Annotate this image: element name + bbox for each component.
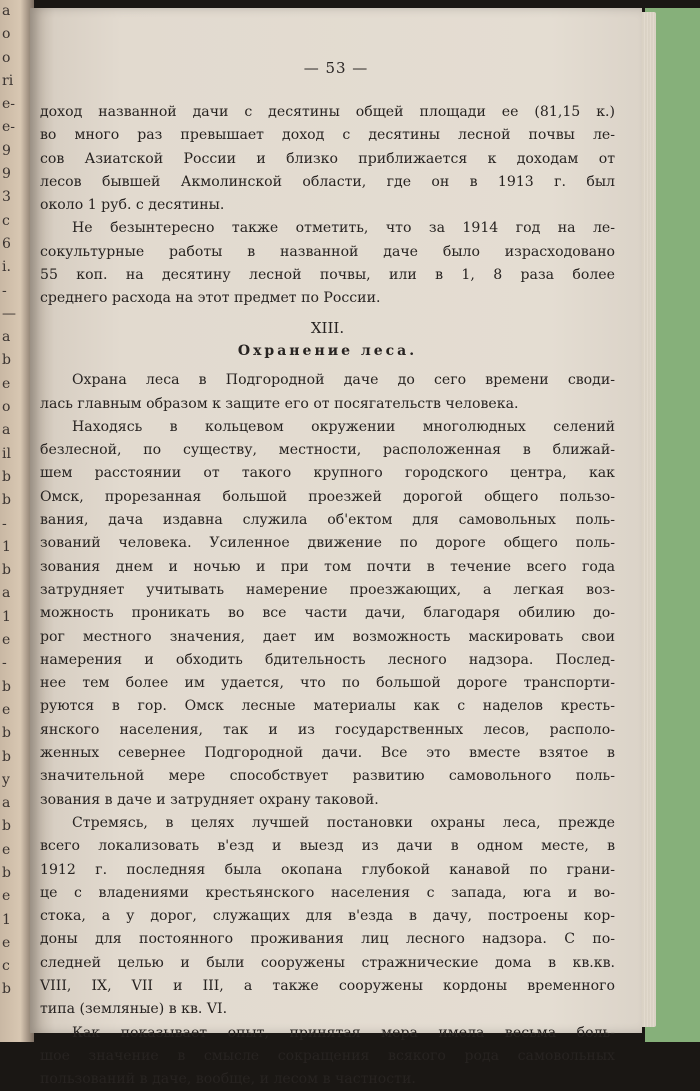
paragraph-2 <box>40 217 615 310</box>
left-page-fragment: c <box>2 212 10 229</box>
left-page-fragment: e <box>2 632 11 649</box>
text-line: зования днем и ночью и при том почти в течение всего года <box>40 558 615 575</box>
text-line: шое значение в смысле сокращения всякого рода самовольных <box>40 1047 615 1064</box>
text-line: вания, дача издавна служила об'ектом для самовольных поль- <box>40 512 615 529</box>
section-number: XIII. <box>310 318 345 337</box>
paragraph-3 <box>40 369 615 416</box>
left-page-fragment: - <box>2 515 7 532</box>
left-page-fragment: b <box>2 864 11 881</box>
text-line: зования в даче и затрудняет охрану таковой. <box>40 791 379 808</box>
text-line: Стремясь, в целях лучшей постановки охраны леса, прежде <box>72 814 615 831</box>
left-page-fragment: il <box>2 445 11 462</box>
text-line: следней целью и были сооружены стражнические дома в кв.кв. <box>40 954 615 971</box>
text-line: Находясь в кольцевом окружении многолюдных селений <box>72 418 615 435</box>
left-page-fragment: e <box>2 888 11 905</box>
text-line: безлесной, по существу, местности, расположенная в ближай- <box>40 442 615 459</box>
text-line: Охрана леса в Подгородной даче до сего времени своди- <box>72 372 615 389</box>
left-page-fragment: a <box>2 3 11 19</box>
left-page-fragment: a <box>2 795 11 812</box>
book-page <box>30 8 642 1088</box>
text-line: затрудняет учитывать намерение проезжающих, а легкая воз- <box>40 581 615 598</box>
text-line: среднего расхода на этот предмет по России. <box>40 290 381 307</box>
left-page-fragment: e <box>2 375 11 392</box>
text-line: VIII, IX, VII и III, а также сооружены кордоны временного <box>40 977 615 994</box>
left-page-fragment: o <box>2 26 11 43</box>
text-line: Не безынтересно также отметить, что за 1914 год на ле- <box>72 220 615 237</box>
page-body <box>40 101 615 1091</box>
left-page-fragment: e <box>2 701 11 718</box>
left-page-fragment: b <box>2 468 11 485</box>
left-page-fragment: i. <box>2 259 11 276</box>
left-page-fragment: 1 <box>2 608 11 625</box>
left-page-fragment: - <box>2 655 7 672</box>
text-line: всего локализовать в'езд и выезд из дачи в одном месте, в <box>40 838 615 855</box>
left-page-edge <box>0 0 34 1042</box>
left-page-fragment: b <box>2 562 11 579</box>
left-page-fragment: c <box>2 958 10 975</box>
left-page-fragment: 3 <box>2 189 11 206</box>
paragraph-5 <box>40 812 615 1022</box>
text-line: нее тем более им удается, что по большой дороге транспорти- <box>40 675 615 692</box>
text-line: доход названной дачи с десятины общей площади ее (81,15 к.) <box>40 104 615 120</box>
left-page-fragment: b <box>2 352 11 369</box>
left-page-fragment: e- <box>2 96 16 113</box>
left-page-fragment: a <box>2 585 11 602</box>
text-line: зований человека. Усиленное движение по дороге общего поль- <box>40 535 615 552</box>
left-page-fragment: a <box>2 329 11 346</box>
left-page-fragment: b <box>2 678 11 695</box>
text-line: можность проникать во все части дачи, благодаря обилию до- <box>40 605 615 622</box>
text-line: стока, а у дорог, служащих для в'езда в дачу, построены кор- <box>40 908 615 925</box>
text-line: доны для постоянного проживания лиц лесного надзора. С по- <box>40 931 615 948</box>
left-page-fragment: 1 <box>2 911 11 928</box>
text-line: лесов бывшей Акмолинской области, где он в 1913 г. был <box>40 173 615 190</box>
text-line: це с владениями крестьянского населения с запада, юга и во- <box>40 884 615 901</box>
left-page-fragment: 6 <box>2 235 11 252</box>
text-line: лась главным образом к защите его от посягательств человека. <box>40 395 519 412</box>
left-page-fragment: e <box>2 934 11 951</box>
left-page-fragment: a <box>2 422 11 439</box>
left-page-fragment: b <box>2 492 11 509</box>
left-page-fragment: 1 <box>2 538 11 555</box>
text-line: пользований в даче, вообще, и лесом в частности. <box>40 1071 416 1088</box>
text-line: типа (земляные) в кв. VI. <box>40 1001 228 1018</box>
left-page-fragment: e <box>2 841 11 858</box>
text-line: рог местного значения, дает им возможность маскировать свои <box>40 628 615 645</box>
paragraph-1 <box>40 101 615 217</box>
left-page-fragment: b <box>2 981 11 998</box>
text-line: женных севернее Подгородной дачи. Все это вместе взятое в <box>40 745 615 762</box>
left-page-fragment: 9 <box>2 142 11 159</box>
paragraph-4 <box>40 416 615 812</box>
paragraph-6 <box>40 1022 615 1091</box>
left-page-fragment: - <box>2 282 7 299</box>
left-page-fragment: e- <box>2 119 16 136</box>
left-page-fragment: b <box>2 725 11 742</box>
left-page-fragment: — <box>2 305 16 322</box>
text-line: сокультурные работы в названной даче было израсходовано <box>40 243 615 260</box>
left-page-fragment: o <box>2 399 11 416</box>
left-page-fragment: ri <box>2 72 14 89</box>
section-title: Охранение леса. <box>237 342 418 359</box>
left-page-fragment: 9 <box>2 166 11 183</box>
text-line: около 1 руб. с десятины. <box>40 197 225 214</box>
left-page-fragment: b <box>2 748 11 765</box>
text-line: Омск, прорезанная большой проезжей дорогой общего пользо- <box>40 488 615 505</box>
left-page-fragment: b <box>2 818 11 835</box>
left-page-fragment: y <box>2 771 10 788</box>
text-line: сов Азиатской России и близко приближается к доходам от <box>40 150 615 167</box>
text-line: намерения и обходить бдительность лесного надзора. Послед- <box>40 651 615 668</box>
page-number: — 53 — <box>303 59 369 77</box>
text-line: янского населения, так и из государственных лесов, располо- <box>40 721 615 738</box>
text-line: шем расстоянии от такого крупного городского центра, как <box>40 465 615 482</box>
text-line: Как показывает опыт, принятая мера имела весьма боль- <box>72 1024 615 1041</box>
text-line: руются в гор. Омск лесные материалы как с наделов кресть- <box>40 698 615 715</box>
text-line: во много раз превышает доход с десятины лесной почвы ле- <box>40 127 615 144</box>
text-line: 1912 г. последняя была окопана глубокой канавой по грани- <box>40 861 615 878</box>
text-line: 55 коп. на десятину лесной почвы, или в 1, 8 раза более <box>40 267 615 284</box>
left-page-fragment: o <box>2 49 11 66</box>
left-page-text-fragments <box>2 0 32 1042</box>
text-line: значительной мере способствует развитию самовольного поль- <box>40 768 615 785</box>
